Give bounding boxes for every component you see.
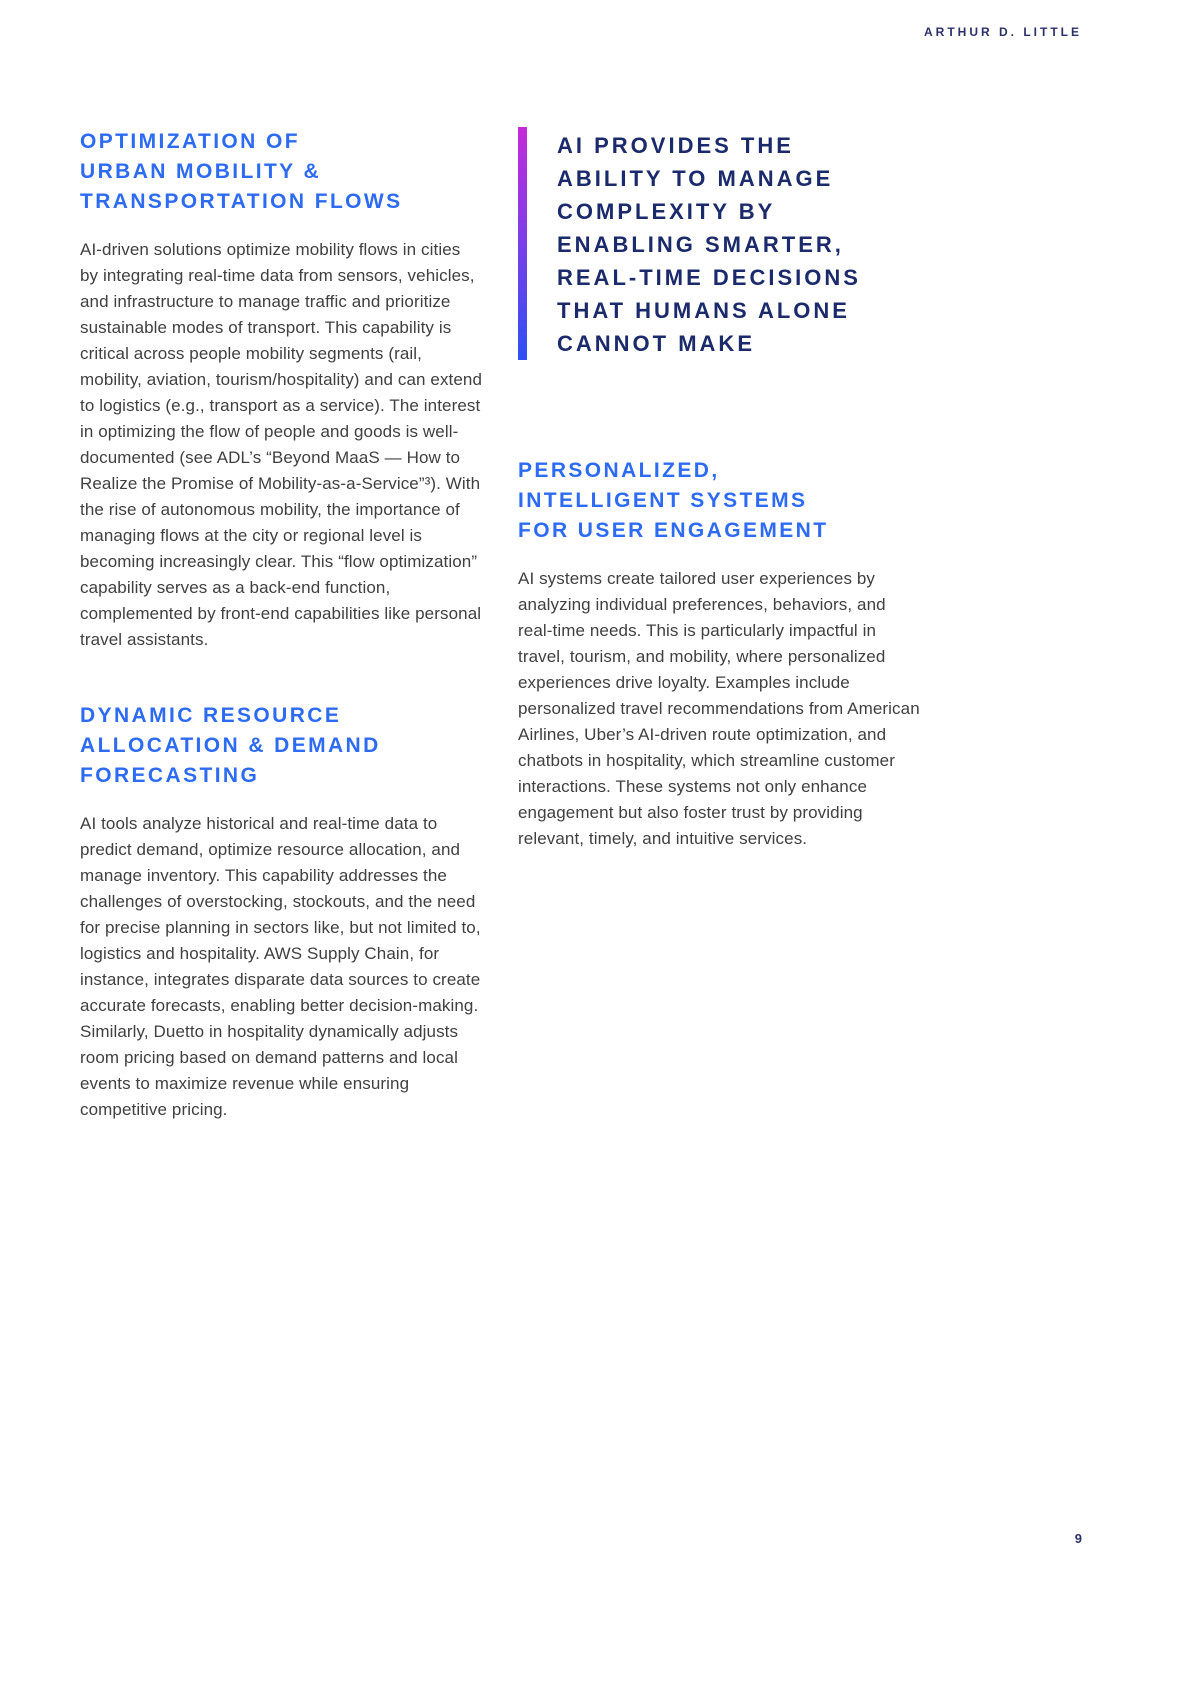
quote-accent-bar: [518, 127, 527, 360]
heading-line: TRANSPORTATION FLOWS: [80, 190, 403, 213]
section-heading-personalized-systems: [518, 456, 921, 546]
section-heading-urban-mobility: [80, 127, 483, 217]
heading-line: ALLOCATION & DEMAND: [80, 734, 381, 757]
section-heading-resource-allocation: [80, 701, 483, 791]
page-number: 9: [1074, 1531, 1082, 1546]
pull-quote: [518, 127, 921, 360]
heading-line: FOR USER ENGAGEMENT: [518, 519, 829, 542]
heading-line: INTELLIGENT SYSTEMS: [518, 489, 808, 512]
section-resource-allocation: [80, 701, 483, 1123]
quote-line: COMPLEXITY BY: [557, 199, 776, 224]
pull-quote-text: [557, 127, 861, 360]
quote-line: ENABLING SMARTER,: [557, 232, 844, 257]
quote-line: AI PROVIDES THE: [557, 133, 794, 158]
quote-line: THAT HUMANS ALONE: [557, 298, 850, 323]
heading-line: PERSONALIZED,: [518, 459, 720, 482]
section-personalized-systems: [518, 456, 921, 852]
brand-logo: ARTHUR D. LITTLE: [924, 25, 1082, 39]
heading-line: DYNAMIC RESOURCE: [80, 704, 342, 727]
left-column: [80, 127, 483, 1123]
section-urban-mobility: [80, 127, 483, 653]
section-body-urban-mobility: AI-driven solutions optimize mobility flows in cities by integrating real-time data from sensors, vehicles, and infrastructure to manage traffic and prioritize sustainable modes of transport. This capability is critical across people mobility segments (rail, mobility, aviation, tourism/hospitality) and can extend to logistics (e.g., transport as a service). The interest in optimizing the flow of people and goods is well-documented (see ADL’s “Beyond MaaS — How to Realize the Promise of Mobility-as-a-Service”³). With the rise of autonomous mobility, the importance of managing flows at the city or regional level is becoming increasingly clear. This “flow optimization” capability serves as a back-end function, complemented by front-end capabilities like personal travel assistants.: [80, 240, 483, 649]
section-body-resource-allocation: AI tools analyze historical and real-time data to predict demand, optimize resource allocation, and manage inventory. This capability addresses the challenges of overstocking, stockouts, and the need for precise planning in sectors like, but not limited to, logistics and hospitality. AWS Supply Chain, for instance, integrates disparate data sources to create accurate forecasts, enabling better decision-making. Similarly, Duetto in hospitality dynamically adjusts room pricing based on demand patterns and local events to maximize revenue while ensuring competitive pricing.: [80, 814, 481, 1119]
quote-line: REAL-TIME DECISIONS: [557, 265, 861, 290]
quote-line: ABILITY TO MANAGE: [557, 166, 834, 191]
quote-line: CANNOT MAKE: [557, 331, 755, 356]
heading-line: FORECASTING: [80, 764, 260, 787]
heading-line: OPTIMIZATION OF: [80, 130, 300, 153]
heading-line: URBAN MOBILITY &: [80, 160, 322, 183]
section-body-personalized-systems: AI systems create tailored user experiences by analyzing individual preferences, behaviors, and real-time needs. This is particularly impactful in travel, tourism, and mobility, where personalized experiences drive loyalty. Examples include personalized travel recommendations from American Airlines, Uber’s AI-driven route optimization, and chatbots in hospitality, which streamline customer interactions. These systems not only enhance engagement but also foster trust by providing relevant, timely, and intuitive services.: [518, 569, 920, 848]
right-column: [518, 127, 921, 1123]
content-columns: [80, 127, 921, 1123]
